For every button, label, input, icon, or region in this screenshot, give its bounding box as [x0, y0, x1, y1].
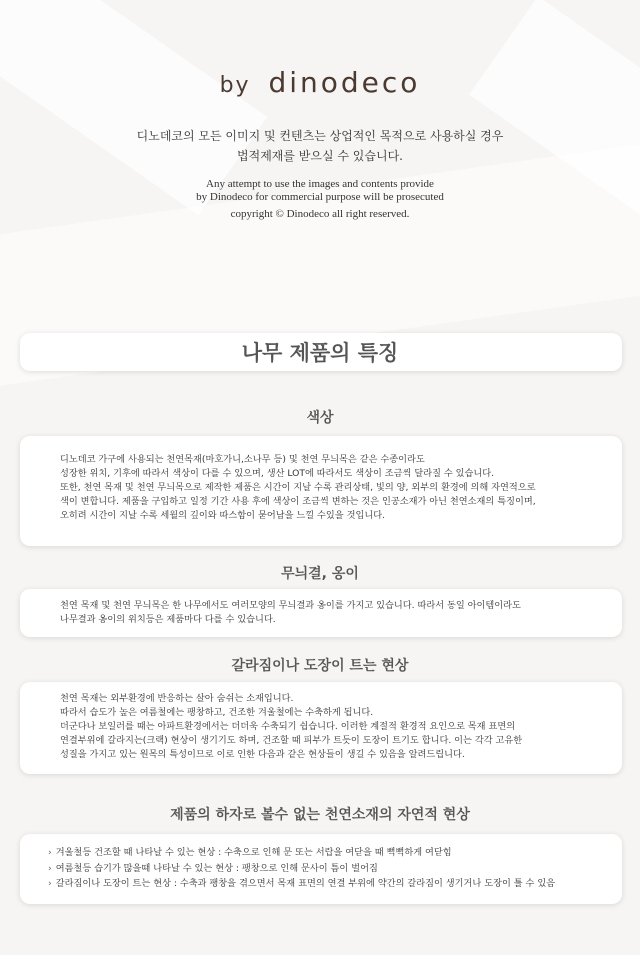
notice-ko-line: 디노데코의 모든 이미지 및 컨텐츠는 상업적인 목적으로 사용하실 경우	[136, 129, 504, 143]
list-item	[48, 845, 623, 861]
notice-en-line: Any attempt to use the images and contents provide	[206, 178, 434, 190]
body-line: 디노데코 가구에 사용되는 천연목재(마호가니,소나무 등) 및 천연 무늬목은 같은 수종이라도	[60, 454, 425, 465]
chevron-right-icon: ›	[48, 878, 52, 889]
body-line: 천연 목재 및 천연 무늬목은 한 나무에서도 여러모양의 무늬결과 옹이를 가지고 있습니다. 따라서 동일 아이템이라도	[60, 600, 521, 611]
body-line: 색이 변합니다. 제품을 구입하고 일정 기간 사용 후에 색상이 조금씩 변하는 것은 인공소재가 아닌 천연소재의 특징이며,	[60, 496, 536, 507]
body-line: 나무결과 옹이의 위치등은 제품마다 다를 수 있습니다.	[60, 614, 276, 625]
section-heading-cracking: 갈라짐이나 도장이 트는 현상	[231, 658, 409, 674]
page-title: 나무 제품의 특징	[241, 341, 399, 365]
list-item-text: 겨울철등 건조할 때 나타날 수 있는 현상 : 수축으로 인해 문 또는 서랍을 여닫을 때 뻑뻑하게 여닫힘	[55, 847, 452, 858]
body-line: 더군다나 보일러를 때는 아파트환경에서는 더더욱 수축되기 쉽습니다. 이러한 계절적 환경적 요인으로 목재 표면의	[60, 721, 516, 732]
notice-en-line: by Dinodeco for commercial purpose will be prosecuted	[196, 191, 444, 203]
brand-logo	[0, 66, 640, 99]
list-item-text: 갈라짐이나 도장이 트는 현상 : 수축과 팽창을 겪으면서 목재 표면의 연결 부위에 약간의 갈라짐이 생기거나 도장이 틀 수 있음	[55, 878, 556, 889]
body-line: 따라서 습도가 높은 여름철에는 팽창하고, 건조한 겨울철에는 수축하게 됩니다.	[60, 707, 374, 718]
notice-ko-line: 법적제재를 받으실 수 있습니다.	[237, 149, 403, 163]
chevron-right-icon: ›	[48, 847, 52, 858]
list-item-text: 여름철등 습기가 많을때 나타날 수 있는 현상 : 팽창으로 인해 문사이 틈이 벌어짐	[55, 862, 378, 874]
chevron-right-icon: ›	[48, 862, 52, 874]
copyright-notice-ko	[0, 126, 640, 166]
section-heading-color: 색상	[306, 410, 334, 426]
brand-name: dinodeco	[268, 66, 421, 99]
section-heading-natural-phenomena: 제품의 하자로 볼수 없는 천연소재의 자연적 현상	[170, 807, 470, 823]
brand-by: by	[219, 73, 251, 98]
body-line: 또한, 천연 목재 및 천연 무늬목으로 제작한 제품은 시간이 지날 수록 관리상태, 빛의 양, 외부의 환경에 의해 자연적으로	[60, 482, 536, 493]
copyright-line: copyright © Dinodeco all right reserved.	[230, 208, 410, 220]
copyright-notice-en	[0, 178, 640, 204]
section-body-color	[60, 453, 620, 523]
list-item	[48, 861, 623, 877]
section-body-grain	[60, 599, 620, 627]
section-body-cracking	[60, 692, 620, 762]
body-line: 오히려 시간이 지날 수록 세월의 깊이와 따스함이 묻어남을 느낄 수있을 것입니다.	[60, 510, 386, 521]
body-line: 성장한 위치, 기후에 따라서 색상이 다를 수 있으며, 생산 LOT에 따라서도 색상이 조금씩 달라질 수 있습니다.	[60, 468, 495, 479]
phenomena-list	[48, 845, 623, 892]
body-line: 연결부위에 갈라지는(크랙) 현상이 생기기도 하며, 건조할 때 피부가 트듯이 도장이 트기도 합니다. 이는 각각 고유한	[60, 735, 523, 746]
body-line: 성질을 가지고 있는 원목의 특성이므로 이로 인한 다음과 같은 현상들이 생길 수 있음을 알려드립니다.	[60, 749, 465, 760]
section-heading-grain: 무늬결, 옹이	[281, 566, 359, 582]
list-item	[48, 876, 623, 892]
body-line: 천연 목재는 외부환경에 반응하는 살아 숨쉬는 소재입니다.	[60, 693, 294, 704]
